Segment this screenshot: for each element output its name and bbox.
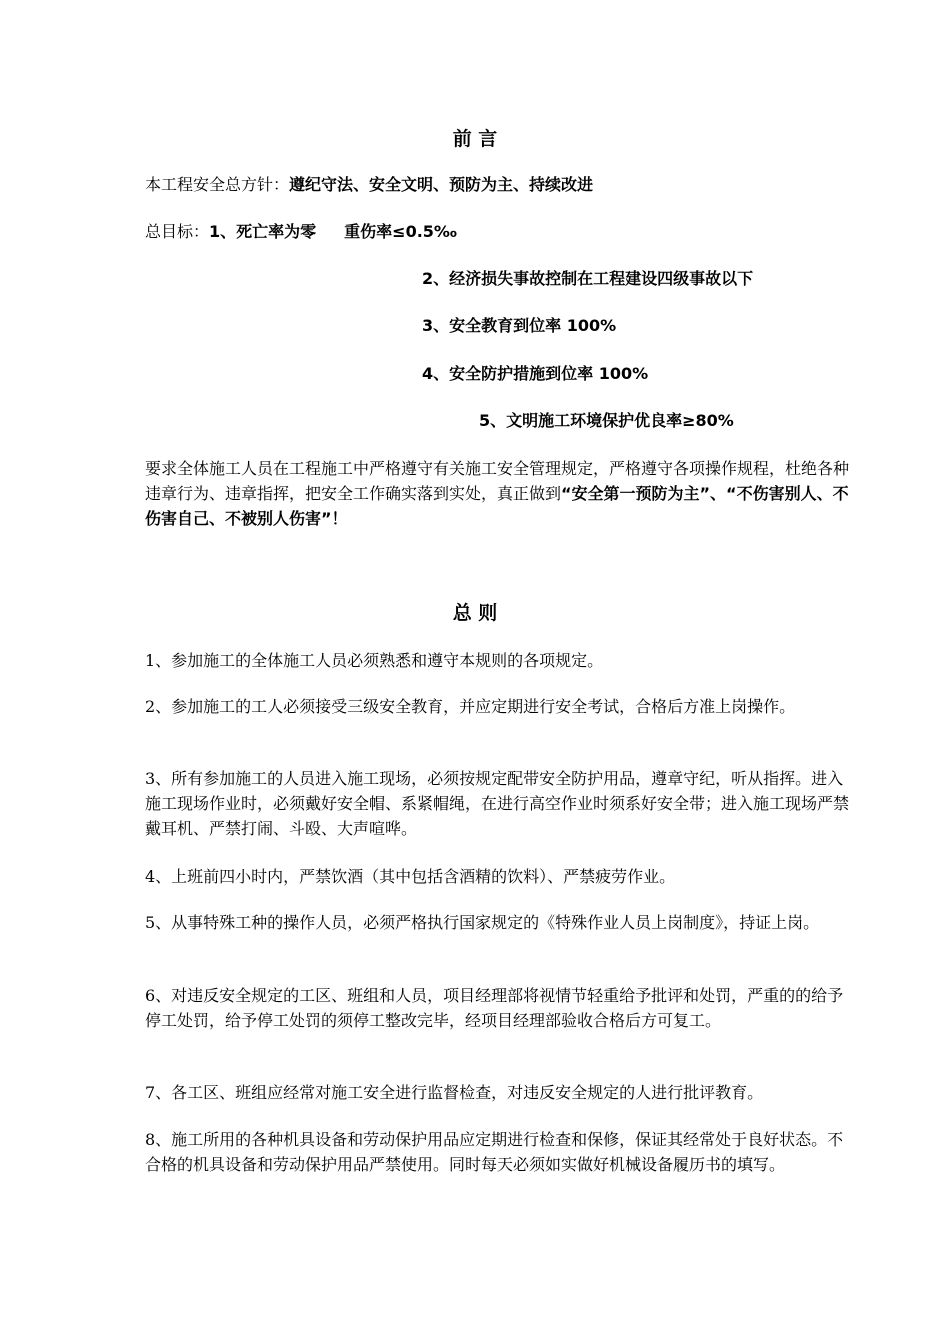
general-item-2: 2、参加施工的工人必须接受三级安全教育，并应定期进行安全考试，合格后方准上岗操作。 (145, 697, 796, 716)
policy-label: 本工程安全总方针： (145, 175, 290, 194)
requirement-text: 要求全体施工人员在工程施工中严格遵守有关施工安全管理规定，严格遵守各项操作规程，杜绝各种违章行为、违章指挥，把安全工作确实落到实处，真正做到 (145, 459, 850, 503)
preface-title: 前 言 (452, 128, 498, 150)
policy-line (145, 172, 593, 198)
general-item-1: 1、参加施工的全体施工人员必须熟悉和遵守本规则的各项规定。 (145, 651, 604, 670)
requirement-slogan: “安全第一预防为主”、“不伤害别人、不伤害自己、不被别人伤害”！ (145, 484, 849, 528)
goal-5: 5、文明施工环境保护优良率≥80% (479, 411, 734, 430)
goal-2: 2、经济损失事故控制在工程建设四级事故以下 (422, 269, 754, 288)
requirement-paragraph (145, 456, 857, 531)
goal-1b: 重伤率≤0.5‰ (344, 222, 457, 241)
general-item-3: 3、所有参加施工的人员进入施工现场，必须按规定配带安全防护用品，遵章守纪，听从指挥。进入施工现场作业时，必须戴好安全帽、系紧帽绳，在进行高空作业时须系好安全带；进入施工现场严禁戴耳机、严禁打闹、斗殴、大声喧哗。 (145, 769, 850, 838)
goal-4: 4、安全防护措施到位率 100% (422, 364, 649, 383)
goal-label: 总目标： (145, 222, 210, 241)
general-item-5: 5、从事特殊工种的操作人员，必须严格执行国家规定的《特殊作业人员上岗制度》，持证上岗。 (145, 913, 820, 932)
general-item-7: 7、各工区、班组应经常对施工安全进行监督检查，对违反安全规定的人进行批评教育。 (145, 1083, 764, 1102)
general-item-4: 4、上班前四小时内，严禁饮酒（其中包括含酒精的饮料）、严禁疲劳作业。 (145, 867, 676, 886)
policy-value: 遵纪守法、安全文明、预防为主、持续改进 (289, 175, 594, 194)
goal-3: 3、安全教育到位率 100% (422, 316, 617, 335)
general-title: 总 则 (452, 602, 498, 624)
general-item-6: 6、对违反安全规定的工区、班组和人员，项目经理部将视情节轻重给予批评和处罚，严重的的给予停工处罚，给予停工处罚的须停工整改完毕，经项目经理部验收合格后方可复工。 (145, 986, 844, 1030)
goal-1a: 1、死亡率为零 (209, 222, 317, 241)
goal-line-1 (145, 219, 457, 245)
general-item-8: 8、施工所用的各种机具设备和劳动保护用品应定期进行检查和保修，保证其经常处于良好状态。不合格的机具设备和劳动保护用品严禁使用。同时每天必须如实做好机械设备履历书的填写。 (145, 1130, 844, 1174)
